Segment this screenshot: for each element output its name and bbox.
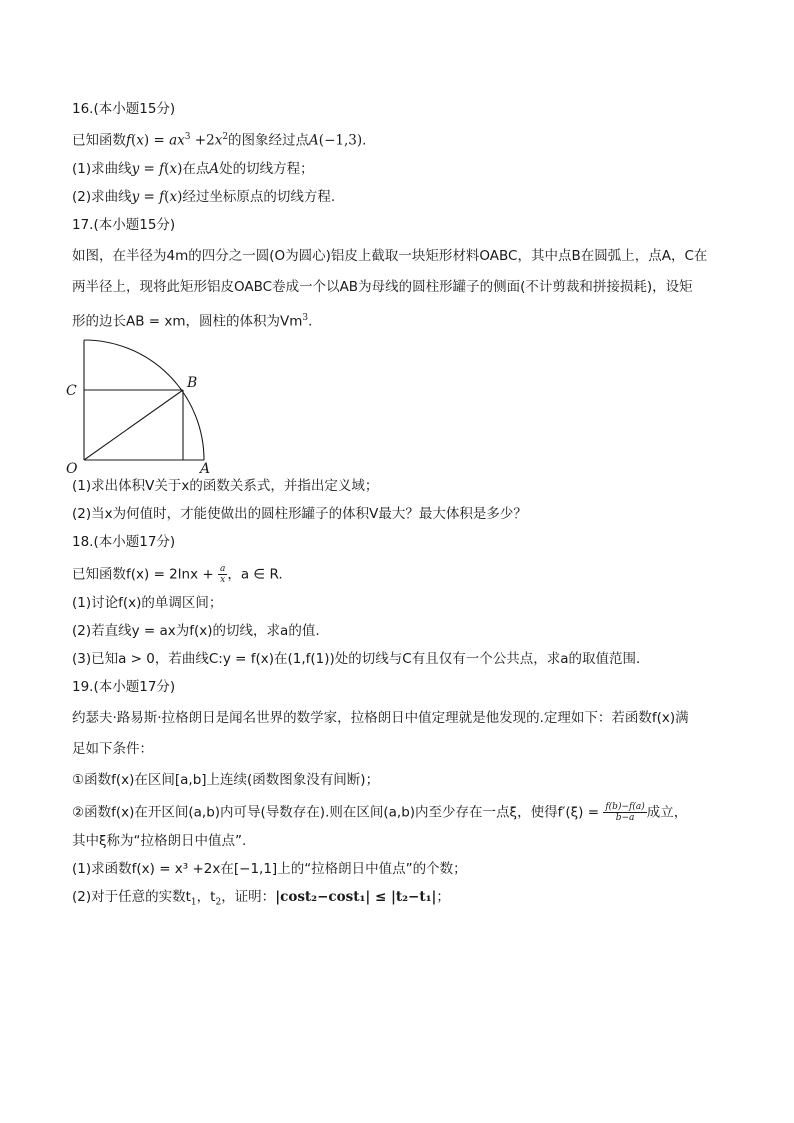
q17-stem-line3: 形的边长AB = xm，圆柱的体积为Vm$^3$.: [72, 312, 313, 329]
q19-heading: 19.(本小题17分): [72, 679, 176, 695]
q16-stem-text-a: 已知函数: [72, 132, 126, 149]
q19-condition1: ①函数f(x)在区间[a,b]上连续(函数图象没有间断)；: [72, 772, 380, 788]
q19-part1: (1)求函数f(x) = x³ +2x在[−1,1]上的“拉格朗日中值点”的个数；: [72, 861, 467, 877]
label-b: B: [187, 375, 198, 391]
label-c: C: [66, 383, 77, 399]
q16-stem-text-b: 的图象经过点: [228, 132, 310, 149]
q18-part3: (3)已知a > 0，若曲线C:y = f(x)在(1,f(1))处的切线与C有且仅有一个公共点，求a的取值范围.: [72, 651, 641, 667]
q19-part2: (2)对于任意的实数$t_1$，$t_2$，证明：|cost₂−cost₁| ≤ |t₂−t₁|；: [72, 889, 450, 908]
q19-stem-line1: 约瑟夫·路易斯·拉格朗日是闻名世界的数学家，拉格朗日中值定理就是他发现的.定理如下：若函数f(x)满: [72, 710, 689, 726]
q16-stem: 已知函数$f(x) = ax^3 +2x^2$的图象经过点A(−1,3).: [72, 132, 367, 149]
q18-stem: 已知函数f(x) = 2lnx + $\frac{a}{x}$ ，a ∈ R.: [72, 564, 283, 585]
q17-part2: (2)当x为何值时，才能使做出的圆柱形罐子的体积V最大？最大体积是多少？: [72, 506, 527, 522]
q19-condition2: ②函数f(x)在开区间(a,b)内可导(导数存在).则在区间(a,b)内至少存在一点ξ，使得f′(ξ) = $\frac{f(b)-f(a)}{b-a}$ 成立，: [72, 802, 688, 823]
q17-part1: (1)求出体积V关于x的函数关系式，并指出定义域；: [72, 478, 379, 494]
q16-function: f: [126, 132, 131, 149]
q19-inequality: |cost₂−cost₁| ≤ |t₂−t₁|: [275, 889, 437, 905]
q17-heading: 17.(本小题15分): [72, 216, 176, 233]
quarter-arc: [84, 340, 204, 460]
exam-page: [66, 100, 732, 913]
q19-stem-line2: 足如下条件：: [72, 741, 153, 757]
q16-heading: 16.(本小题15分): [72, 101, 176, 117]
q18-part1: (1)讨论f(x)的单调区间；: [72, 595, 223, 611]
q19-fraction: $\frac{f(b)-f(a)}{b-a}$: [605, 802, 645, 823]
q17-stem-line2: 两半径上，现将此矩形铝皮OABC卷成一个以AB为母线的圆柱形罐子的侧面(不计剪裁和拼接损耗)，设矩: [72, 278, 693, 295]
label-o: O: [66, 461, 78, 475]
q19-definition: 其中ξ称为“拉格朗日中值点”.: [72, 833, 247, 849]
diagonal-ob: [84, 390, 183, 460]
q18-heading: 18.(本小题17分): [72, 534, 176, 550]
q17-stem-line1: 如图，在半径为4m的四分之一圆(O为圆心)铝皮上截取一块矩形材料OABC，其中点B在圆弧上，点A，C在: [72, 247, 708, 264]
quarter-circle-figure: [66, 335, 226, 475]
q18-fraction: $\frac{a}{x}$: [219, 564, 226, 585]
q18-part2: (2)若直线y = ax为f(x)的切线，求a的值.: [72, 623, 320, 639]
q16-part1: (1)求曲线y = f(x)在点A处的切线方程；: [72, 160, 314, 177]
label-a: A: [200, 461, 211, 475]
q16-part2: (2)求曲线y = f(x)经过坐标原点的切线方程.: [72, 188, 336, 205]
